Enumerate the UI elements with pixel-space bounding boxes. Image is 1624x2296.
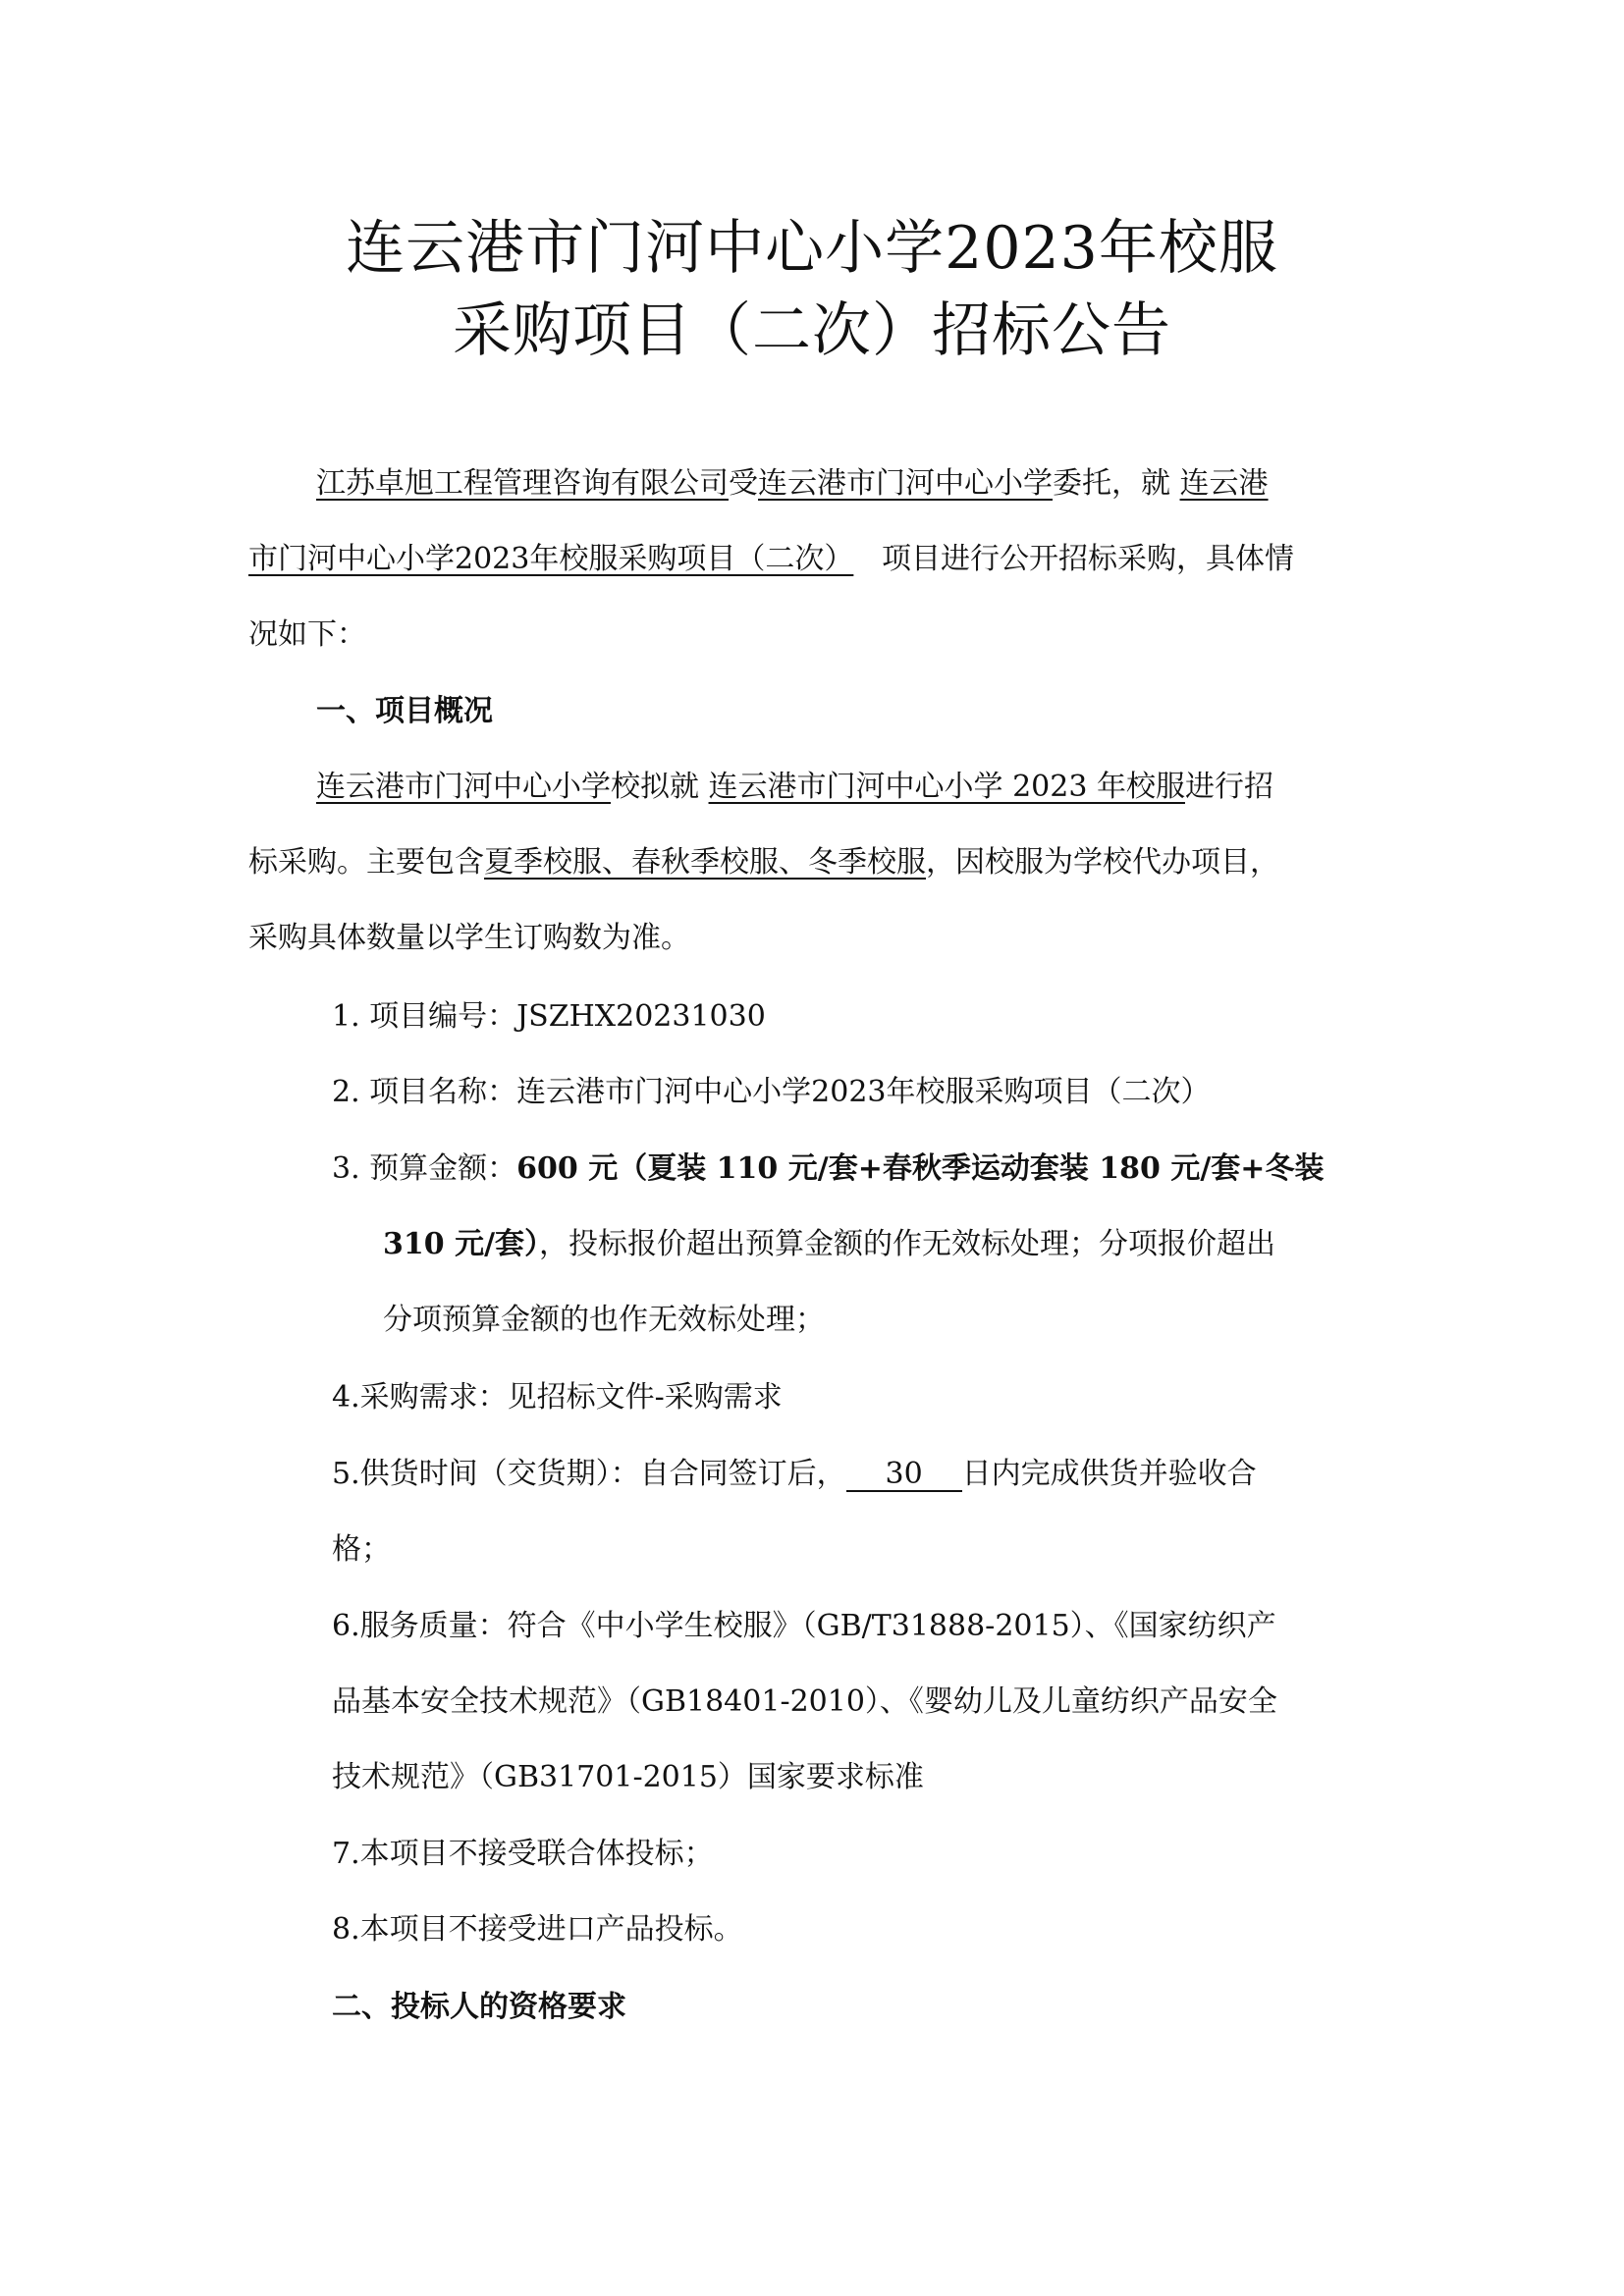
section-1-para-line-3: 采购具体数量以学生订购数为准。: [248, 921, 690, 955]
item-project-number: 1. 项目编号：JSZHX20231030: [332, 999, 766, 1034]
item-delivery-line-1: 5.供货时间（交货期）：自合同签订后， 30 日内完成供货并验收合: [332, 1457, 1257, 1491]
title-line-1: 连云港市门河中心小学2023年校服: [346, 214, 1278, 283]
item-quality-line-3: 技术规范》（GB31701-2015）国家要求标准: [332, 1760, 924, 1794]
section-1-para-line-2: 标采购。主要包含夏季校服、春秋季校服、冬季校服，因校服为学校代办项目，: [248, 845, 1279, 880]
section-1-heading: 一、项目概况: [316, 694, 493, 728]
item-no-consortium: 7.本项目不接受联合体投标；: [332, 1837, 714, 1871]
project-name-part-b: 市门河中心小学2023年校服采购项目（二次）: [248, 542, 854, 576]
agent-name: 江苏卓旭工程管理咨询有限公司: [316, 466, 729, 501]
item-quality-line-1: 6.服务质量：符合《中小学生校服》（GB/T31888-2015）、《国家纺织产: [332, 1609, 1276, 1643]
intro-line-3: 况如下：: [248, 617, 366, 652]
item-budget-line-3: 分项预算金额的也作无效标处理；: [383, 1303, 825, 1337]
project-name-part-a: 连云港: [1179, 466, 1269, 501]
intro-line-1: 江苏卓旭工程管理咨询有限公司受连云港市门河中心小学委托，就 连云港: [316, 466, 1269, 501]
item-requirements: 4.采购需求：见招标文件-采购需求: [332, 1380, 783, 1415]
delivery-days: 30: [846, 1459, 962, 1492]
section-2-heading: 二、投标人的资格要求: [332, 1990, 626, 2024]
section-1-para-line-1: 连云港市门河中心小学校拟就 连云港市门河中心小学 2023 年校服进行招: [316, 770, 1273, 804]
item-project-name: 2. 项目名称：连云港市门河中心小学2023年校服采购项目（二次）: [332, 1075, 1211, 1109]
item-no-imports: 8.本项目不接受进口产品投标。: [332, 1912, 743, 1947]
item-delivery-line-2: 格；: [332, 1532, 391, 1567]
item-budget-line-1: 3. 预算金额：600 元（夏装 110 元/套+春秋季运动套装 180 元/套+冬装: [332, 1151, 1325, 1186]
item-budget-line-2: 310 元/套），投标报价超出预算金额的作无效标处理；分项报价超出: [383, 1227, 1276, 1261]
title-line-2: 采购项目（二次）招标公告: [453, 296, 1171, 365]
intro-line-2: 市门河中心小学2023年校服采购项目（二次） 项目进行公开招标采购，具体情: [248, 542, 1294, 576]
purchaser-name: 连云港市门河中心小学: [758, 466, 1053, 501]
item-quality-line-2: 品基本安全技术规范》（GB18401-2010）、《婴幼儿及儿童纺织产品安全: [332, 1684, 1277, 1719]
